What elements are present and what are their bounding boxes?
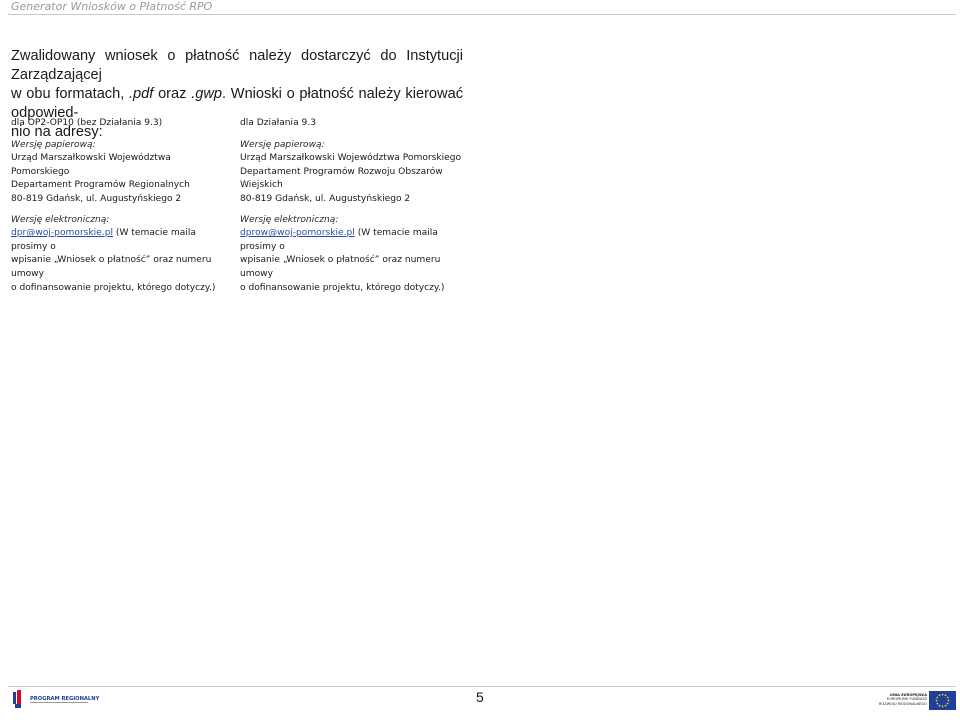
program-regionalny-logo — [13, 690, 100, 712]
document-header-title: Generator Wniosków o Płatność RPO — [11, 0, 213, 13]
paper-address-line: 80-819 Gdańsk, ul. Augustyńskiego 2 — [11, 193, 182, 204]
paper-address-line: Departament Programów Rozwoju Obszarów Wiejskich — [240, 166, 443, 191]
address-column-9-3 — [240, 117, 462, 295]
email-note: o dofinansowanie projektu, którego dotyczy.) — [240, 282, 445, 293]
email-note: (W temacie maila prosimy o — [11, 228, 196, 252]
email-note: wpisanie „Wniosek o płatność” oraz numeru umowy — [11, 255, 212, 279]
logo-text: PROGRAM REGIONALNY — [30, 696, 100, 702]
paper-version-label: Wersję papierową: — [240, 139, 325, 150]
intro-text: oraz — [153, 86, 192, 102]
spacer — [11, 207, 231, 214]
paper-address-line: Urząd Marszałkowski Województwa Pomorskiego — [11, 153, 171, 177]
column-heading: dla OP2-OP10 (bez Działania 9.3) — [11, 118, 163, 128]
intro-line-3: nio na adresy: — [11, 124, 103, 140]
eu-star — [939, 694, 941, 696]
gwp-format: .gwp — [191, 86, 223, 102]
email-link[interactable]: dprow@woj-pomorskie.pl — [240, 228, 355, 239]
footer-divider — [8, 686, 956, 687]
eu-star — [942, 694, 944, 696]
paper-version-label: Wersję papierową: — [11, 139, 96, 150]
pdf-format: .pdf — [129, 86, 154, 102]
page-number: 5 — [476, 689, 484, 705]
eu-flag-icon — [929, 691, 956, 710]
intro-text: . Wnioski o płatność należy kierować odpowied- — [11, 86, 464, 121]
electronic-version-label: Wersję elektroniczną: — [240, 214, 339, 225]
eu-star — [945, 694, 947, 696]
address-column-op2-op10 — [11, 117, 231, 295]
eu-caption-line: UNIA EUROPEJSKA — [889, 693, 927, 697]
eu-star — [936, 697, 938, 699]
email-note: wpisanie „Wniosek o płatność” oraz numeru umowy — [240, 255, 441, 279]
intro-text: w obu formatach, — [11, 86, 129, 102]
eu-star — [948, 700, 950, 702]
intro-line-1: Zwalidowany wniosek o płatność należy dostarczyć do Instytucji Zarządzającej — [11, 48, 463, 83]
eu-star — [947, 703, 949, 705]
paper-address-line: Urząd Marszałkowski Województwa Pomorskiego — [240, 153, 462, 164]
email-note: o dofinansowanie projektu, którego dotyczy.) — [11, 282, 216, 293]
eu-star — [947, 697, 949, 699]
paper-address-line: 80-819 Gdańsk, ul. Augustyńskiego 2 — [240, 193, 411, 204]
email-note: (W temacie maila prosimy o — [240, 228, 438, 252]
spacer — [240, 207, 462, 214]
email-link[interactable]: dpr@woj-pomorskie.pl — [11, 228, 113, 239]
header-divider — [8, 14, 956, 15]
email-line — [11, 227, 231, 254]
column-heading: dla Działania 9.3 — [240, 118, 317, 128]
eu-star — [945, 705, 947, 707]
eu-star — [939, 705, 941, 707]
eu-star — [936, 703, 938, 705]
email-line — [240, 227, 462, 254]
eu-caption-line: ROZWOJU REGIONALNEGO — [878, 701, 927, 706]
eu-caption — [872, 693, 927, 706]
electronic-version-label: Wersję elektroniczną: — [11, 214, 110, 225]
eu-star — [942, 706, 944, 708]
eu-star — [936, 700, 938, 702]
paper-address-line: Departament Programów Regionalnych — [11, 180, 190, 191]
eu-caption-line: EUROPEJSKI FUNDUSZ — [886, 697, 927, 702]
